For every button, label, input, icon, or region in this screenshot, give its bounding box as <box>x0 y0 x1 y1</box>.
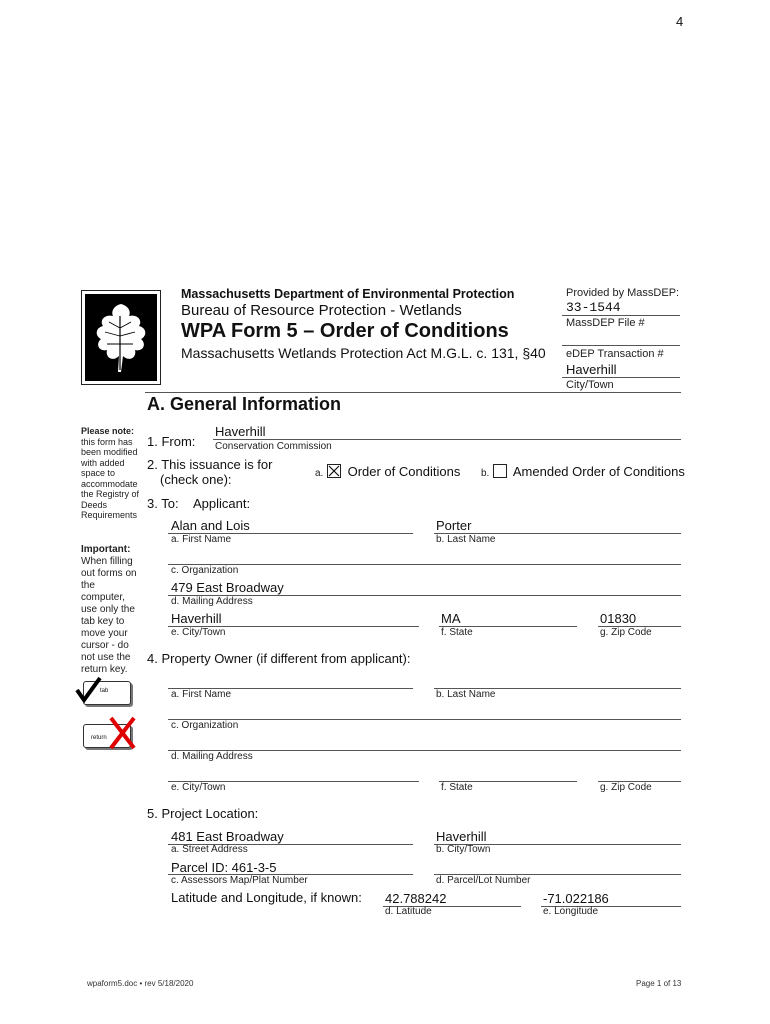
first-name-label: a. First Name <box>171 534 232 545</box>
owner-first-name-label: a. First Name <box>171 689 232 700</box>
owner-address-label: d. Mailing Address <box>171 751 253 762</box>
property-owner-label: 4. Property Owner (if different from applicant): <box>147 651 411 666</box>
note-title: Please note: <box>81 426 135 436</box>
footer-page-count: Page 1 of 13 <box>636 979 682 988</box>
project-city[interactable]: Haverhill <box>436 829 487 844</box>
from-label: 1. From: <box>147 434 196 449</box>
amended-order-checkbox[interactable] <box>493 464 507 478</box>
state-label: f. State <box>441 627 473 638</box>
amended-order-label: Amended Order of Conditions <box>512 464 685 479</box>
option-a-prefix: a. <box>315 468 324 479</box>
project-street[interactable]: 481 East Broadway <box>171 829 284 844</box>
red-x-icon <box>108 715 138 751</box>
address-label: d. Mailing Address <box>171 596 253 607</box>
order-of-conditions-checkbox[interactable] <box>327 464 341 478</box>
form-title: WPA Form 5 – Order of Conditions <box>181 320 509 342</box>
act-citation: Massachusetts Wetlands Protection Act M.G.L. c. 131, §40 <box>181 345 546 361</box>
provided-city-value[interactable]: Haverhill <box>566 362 617 377</box>
project-city-label: b. City/Town <box>436 844 491 855</box>
applicant-address[interactable]: 479 East Broadway <box>171 580 284 595</box>
latitude-label: d. Latitude <box>385 906 432 917</box>
checked-x-icon <box>328 465 340 477</box>
sidebar-important <box>81 544 141 676</box>
applicant-city[interactable]: Haverhill <box>171 611 222 626</box>
return-key-text: return <box>91 735 107 741</box>
important-title: Important: <box>81 544 131 555</box>
city-label: e. City/Town <box>171 627 226 638</box>
applicant-first-name[interactable]: Alan and Lois <box>171 518 250 533</box>
issuance-label-1: 2. This issuance is for <box>147 457 273 472</box>
latlon-label: Latitude and Longitude, if known: <box>171 890 362 905</box>
applicant-zip[interactable]: 01830 <box>600 611 637 626</box>
street-label: a. Street Address <box>171 844 248 855</box>
provided-label: Provided by MassDEP: <box>566 287 680 299</box>
important-body: When filling out forms on the computer, use only the tab key to move your cursor - do not use the return key. <box>81 556 137 675</box>
page-number: 4 <box>676 14 684 29</box>
provided-city-label: City/Town <box>566 379 614 391</box>
owner-organization-label: c. Organization <box>171 720 239 731</box>
issuance-label-2: (check one): <box>160 472 232 487</box>
bureau-name: Bureau of Resource Protection - Wetlands <box>181 302 462 319</box>
organization-label: c. Organization <box>171 565 239 576</box>
project-location-label: 5. Project Location: <box>147 806 259 821</box>
zip-label: g. Zip Code <box>600 627 652 638</box>
from-sub-label: Conservation Commission <box>215 441 332 452</box>
order-of-conditions-option[interactable] <box>315 464 460 479</box>
last-name-label: b. Last Name <box>436 534 496 545</box>
section-a-title: A. General Information <box>147 394 342 414</box>
longitude-label: e. Longitude <box>543 906 599 917</box>
order-of-conditions-label: Order of Conditions <box>347 464 461 479</box>
tab-key-text: tab <box>100 688 109 694</box>
longitude-value[interactable]: -71.022186 <box>543 891 609 906</box>
assessor-label: c. Assessors Map/Plat Number <box>171 875 308 886</box>
edep-label: eDEP Transaction # <box>566 348 664 360</box>
owner-city-label: e. City/Town <box>171 782 226 793</box>
owner-zip-label: g. Zip Code <box>600 782 652 793</box>
to-label: 3. To: <box>147 496 179 511</box>
checkmark-icon <box>74 676 104 706</box>
oak-leaf-icon <box>85 294 157 381</box>
footer-doc-info: wpaform5.doc • rev 5/18/2020 <box>87 979 194 988</box>
owner-last-name-label: b. Last Name <box>436 689 496 700</box>
massdep-file-label: MassDEP File # <box>566 317 645 329</box>
applicant-label: Applicant: <box>193 496 251 511</box>
parcel-label: d. Parcel/Lot Number <box>436 875 531 886</box>
note-body: this form has been modified with added space to accommodate the Registry of Deeds Requirements <box>81 436 140 520</box>
applicant-last-name[interactable]: Porter <box>436 518 472 533</box>
amended-order-option[interactable] <box>481 464 685 479</box>
dept-name: Massachusetts Department of Environmental Protection <box>181 287 515 301</box>
option-b-prefix: b. <box>481 468 490 479</box>
sidebar-note <box>81 426 141 521</box>
assessor-map[interactable]: Parcel ID: 461-3-5 <box>171 860 277 875</box>
owner-state-label: f. State <box>441 782 473 793</box>
massdep-logo <box>81 290 161 385</box>
latitude-value[interactable]: 42.788242 <box>385 891 447 906</box>
from-value[interactable]: Haverhill <box>215 424 266 439</box>
applicant-state[interactable]: MA <box>441 611 461 626</box>
massdep-file-value[interactable]: 33-1544 <box>566 300 621 315</box>
